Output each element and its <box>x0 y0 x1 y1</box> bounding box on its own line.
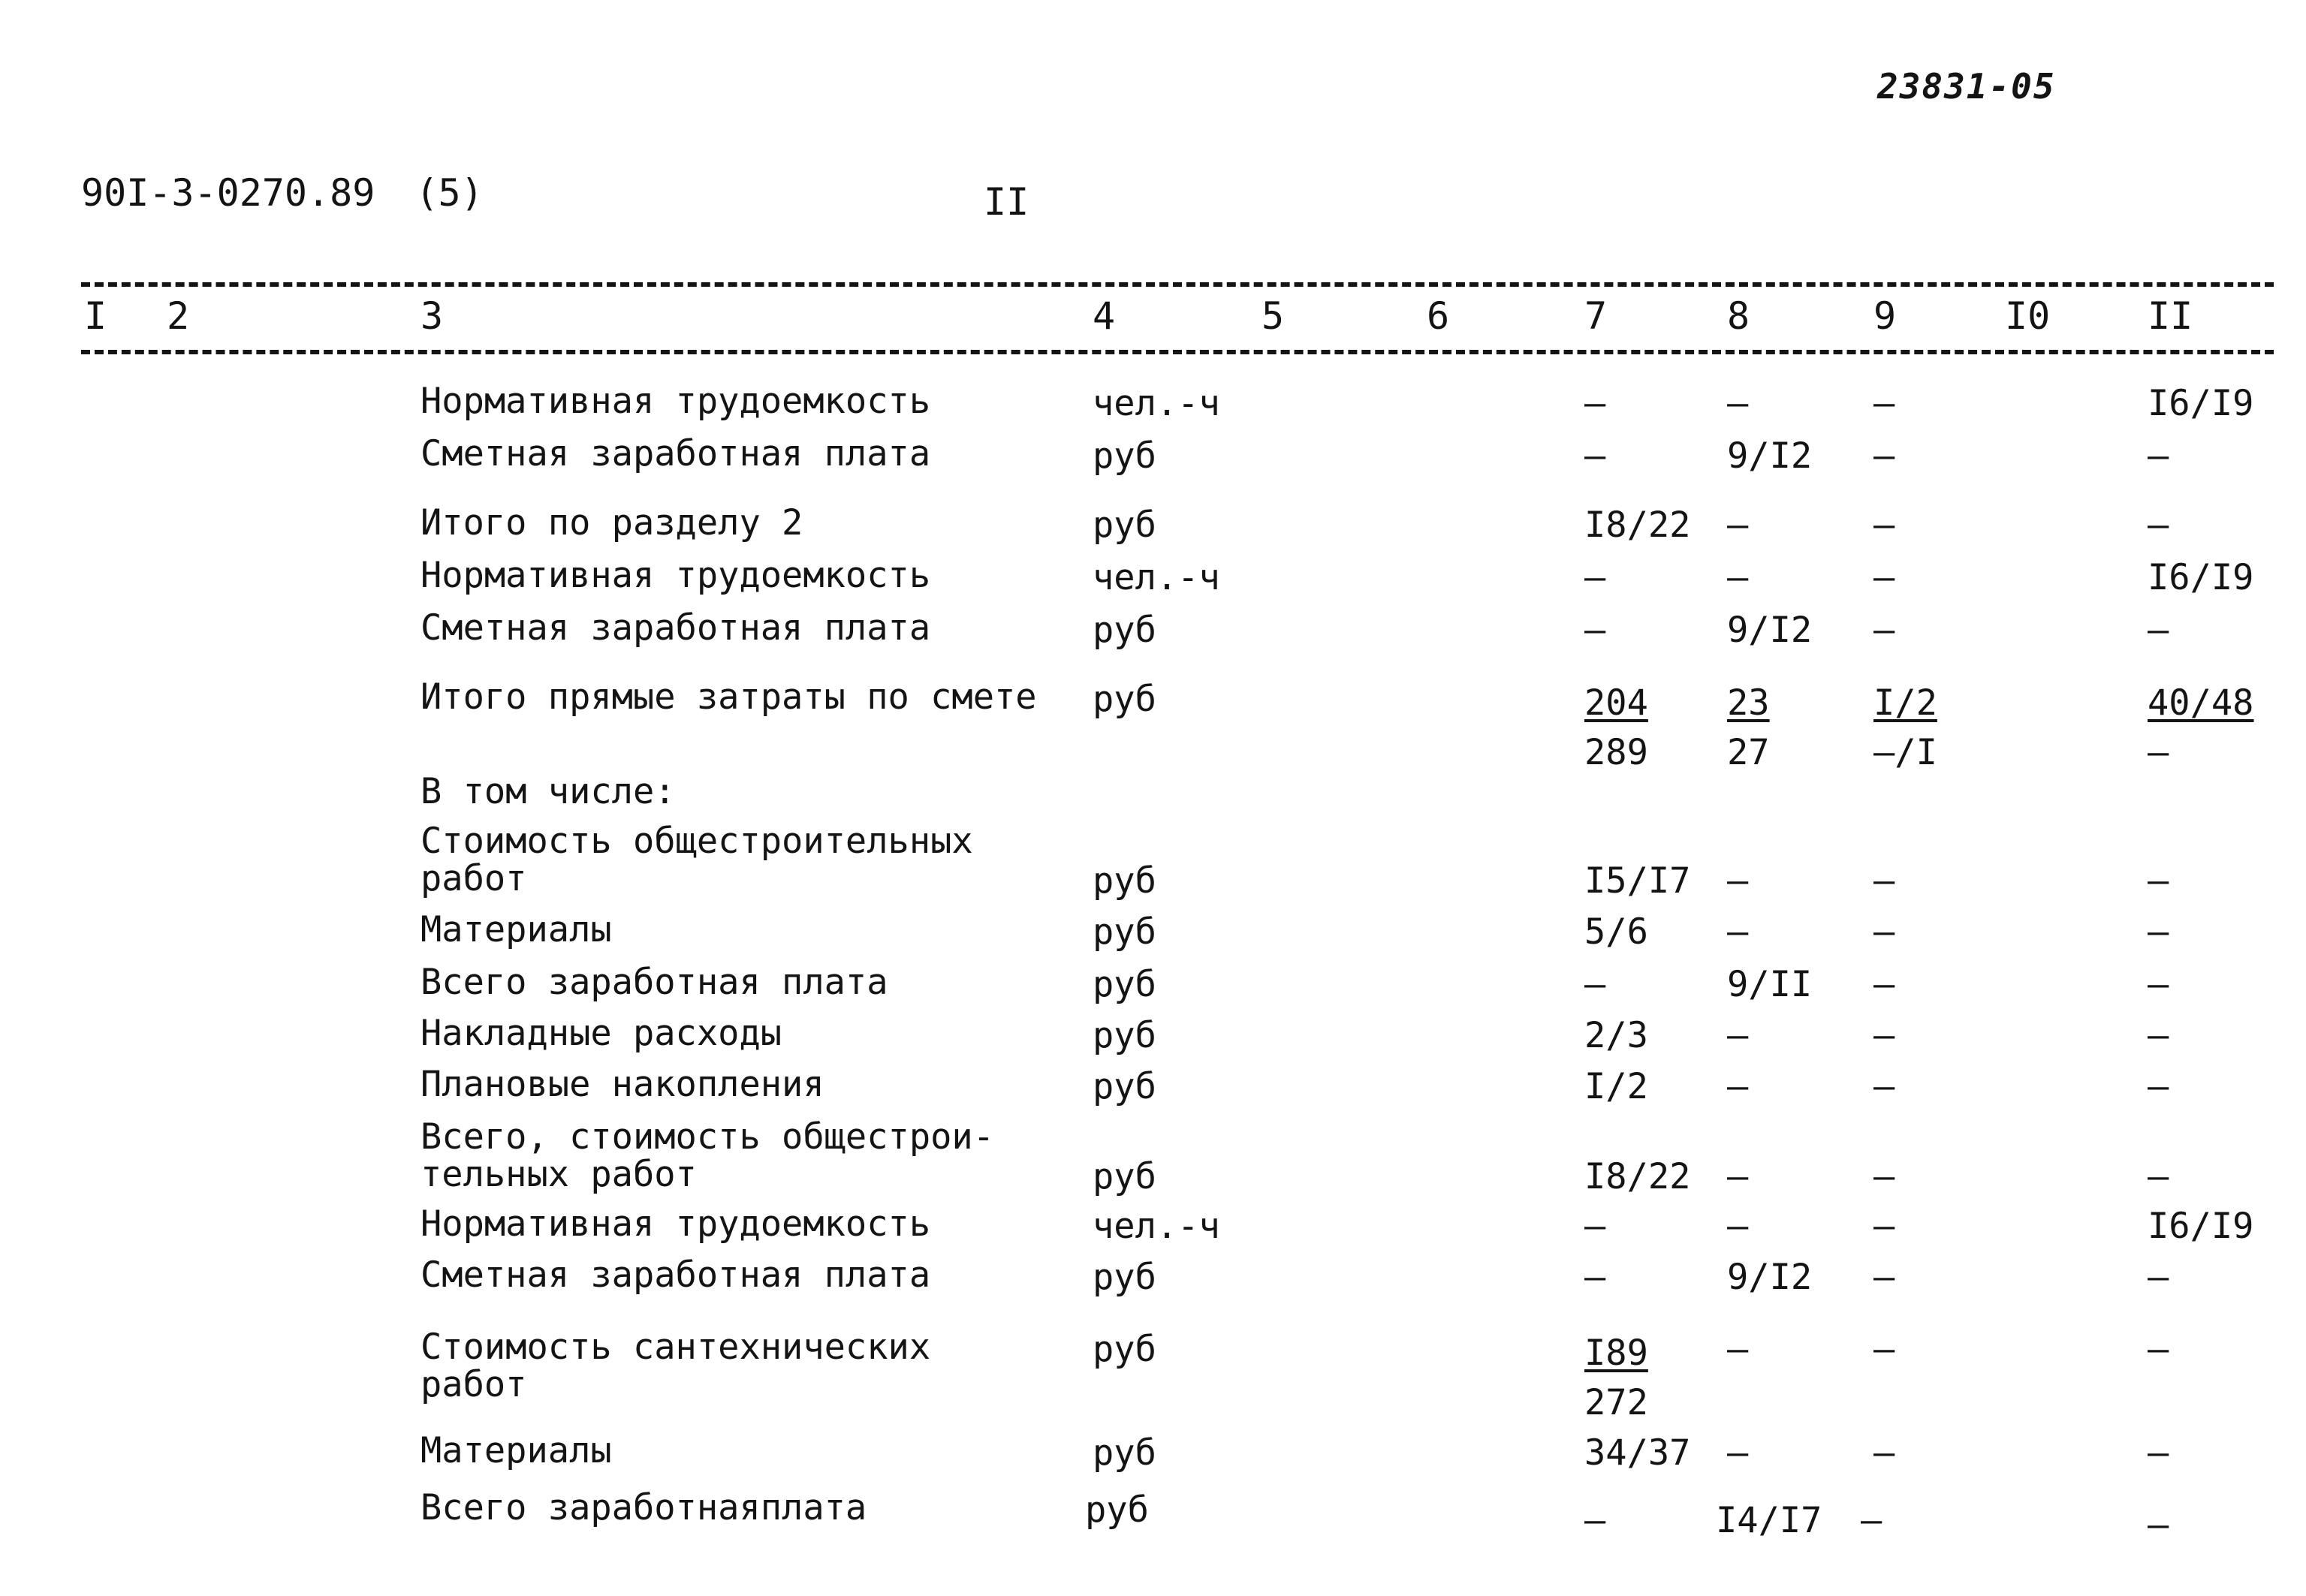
column-header-11: II <box>2148 294 2193 338</box>
row-unit: чел.-ч <box>1093 383 1220 424</box>
row-label: Материалы <box>421 909 612 950</box>
row-unit: руб <box>1093 964 1156 1005</box>
row-label: Накладные расходы <box>421 1013 782 1054</box>
cell-col8: 9/I2 <box>1727 435 1813 477</box>
cell-col8: – <box>1727 1015 1749 1056</box>
cell-col8: – <box>1727 1329 1749 1370</box>
row-label <box>421 1326 931 1405</box>
cell-col11: – <box>2148 1432 2169 1474</box>
cell-col9: – <box>1861 1500 1882 1541</box>
cell-col8: 9/I2 <box>1727 610 1813 651</box>
cell-col8: I4/I7 <box>1716 1500 1822 1541</box>
cell-col7: I8/22 <box>1584 504 1691 546</box>
cell-col7: – <box>1584 435 1606 477</box>
document-code <box>81 171 484 215</box>
column-header-4: 4 <box>1093 294 1116 338</box>
row-label-line2: тельных работ <box>421 1154 697 1195</box>
cell-col9: – <box>1873 557 1895 598</box>
cell-col9: – <box>1873 504 1895 546</box>
row-unit: руб <box>1093 1066 1156 1107</box>
cell-col8: – <box>1727 860 1749 902</box>
row-unit: руб <box>1093 1432 1156 1474</box>
fraction-numerator: I/2 <box>1873 682 1937 724</box>
cell-col9: – <box>1873 435 1895 477</box>
cell-col7: – <box>1584 557 1606 598</box>
cell-col11: – <box>2148 1257 2169 1298</box>
handwritten-note: 23831-05 <box>1877 66 2056 107</box>
cell-col9: – <box>1873 383 1895 424</box>
cell-col11-fraction <box>2148 679 2253 778</box>
cell-col8: – <box>1727 557 1749 598</box>
cell-col7: – <box>1584 964 1606 1005</box>
fraction-denominator: – <box>2148 732 2169 773</box>
cell-col8: – <box>1727 1206 1749 1247</box>
cell-col11: I6/I9 <box>2148 557 2254 598</box>
cell-col8: 9/I2 <box>1727 1257 1813 1298</box>
row-label-line2: работ <box>421 1364 527 1405</box>
column-header-10: I0 <box>2005 294 2051 338</box>
header-bottom-rule <box>81 350 2274 354</box>
cell-col8: – <box>1727 504 1749 546</box>
row-unit: руб <box>1093 911 1156 953</box>
cell-col7: I5/I7 <box>1584 860 1691 902</box>
row-unit: руб <box>1093 1329 1156 1370</box>
cell-col11: – <box>2148 911 2169 953</box>
row-label <box>421 823 973 898</box>
cell-col11: – <box>2148 610 2169 651</box>
cell-col9-fraction <box>1873 679 1937 778</box>
row-label-line2: работ <box>421 858 527 899</box>
column-header-2: 2 <box>167 294 190 338</box>
row-label: Итого по разделу 2 <box>421 502 803 544</box>
row-unit: руб <box>1093 610 1156 651</box>
cell-col11: – <box>2148 1156 2169 1197</box>
row-label: Всего заработнаяплата <box>421 1487 867 1528</box>
row-unit: чел.-ч <box>1093 1206 1220 1247</box>
cell-col11: – <box>2148 1015 2169 1056</box>
cell-col7: – <box>1584 1257 1606 1298</box>
row-label-line1: Стоимость сантехнических <box>421 1326 931 1368</box>
document-code-number: 90I-3-0270.89 <box>81 171 375 215</box>
column-header-3: 3 <box>421 294 444 338</box>
cell-col8: – <box>1727 1432 1749 1474</box>
row-label: Сметная заработная плата <box>421 1254 931 1296</box>
cell-col9: – <box>1873 1432 1895 1474</box>
row-label: Нормативная трудоемкость <box>421 1203 931 1245</box>
row-label-line1: Всего, стоимость общестрои- <box>421 1116 995 1158</box>
cell-col7: I8/22 <box>1584 1156 1691 1197</box>
cell-col8-fraction <box>1727 679 1770 778</box>
fraction-denominator: –/I <box>1873 732 1937 773</box>
row-label: Нормативная трудоемкость <box>421 381 931 422</box>
cell-col8: – <box>1727 911 1749 953</box>
cell-col11: – <box>2148 1504 2169 1546</box>
row-label-line1: Стоимость общестроительных <box>421 821 973 862</box>
fraction-numerator: 204 <box>1584 682 1648 724</box>
column-header-1: I <box>84 294 107 338</box>
cell-col11: – <box>2148 1066 2169 1107</box>
row-label: Материалы <box>421 1430 612 1471</box>
row-unit: руб <box>1093 1015 1156 1056</box>
row-unit: руб <box>1093 435 1156 477</box>
cell-col11: I6/I9 <box>2148 383 2254 424</box>
row-unit: чел.-ч <box>1093 557 1220 598</box>
cell-col7: – <box>1584 1206 1606 1247</box>
row-unit: руб <box>1093 860 1156 902</box>
fraction-denominator: 289 <box>1584 732 1648 773</box>
column-header-8: 8 <box>1727 294 1750 338</box>
cell-col9: – <box>1873 911 1895 953</box>
row-label: Нормативная трудоемкость <box>421 555 931 596</box>
cell-col11: I6/I9 <box>2148 1206 2254 1247</box>
row-label: Итого прямые затраты по смете <box>421 676 1037 718</box>
fraction-denominator: 27 <box>1727 732 1770 773</box>
cell-col9: – <box>1873 964 1895 1005</box>
document-code-suffix: (5) <box>415 171 484 215</box>
column-header-9: 9 <box>1873 294 1897 338</box>
cell-col7: 5/6 <box>1584 911 1648 953</box>
cell-col7: I/2 <box>1584 1066 1648 1107</box>
cell-col8: – <box>1727 1156 1749 1197</box>
fraction-numerator: I89 <box>1584 1333 1648 1374</box>
row-label: Сметная заработная плата <box>421 607 931 649</box>
row-label <box>421 1116 995 1195</box>
cell-col7: – <box>1584 1500 1606 1541</box>
row-label: Сметная заработная плата <box>421 433 931 474</box>
column-header-7: 7 <box>1584 294 1608 338</box>
cell-col9: – <box>1873 1206 1895 1247</box>
cell-col7: 34/37 <box>1584 1432 1691 1474</box>
fraction-numerator: 40/48 <box>2148 682 2254 724</box>
cell-col9: – <box>1873 1015 1895 1056</box>
row-unit: руб <box>1093 1156 1156 1197</box>
cell-col7-fraction <box>1584 1329 1648 1428</box>
cell-col8: – <box>1727 1066 1749 1107</box>
cell-col8: – <box>1727 383 1749 424</box>
cell-col9: – <box>1873 1066 1895 1107</box>
cell-col11: – <box>2148 964 2169 1005</box>
cell-col11: – <box>2148 1329 2169 1370</box>
cell-col11: – <box>2148 860 2169 902</box>
row-unit: руб <box>1093 504 1156 546</box>
cell-col7: – <box>1584 383 1606 424</box>
cell-col9: – <box>1873 610 1895 651</box>
cell-col7-fraction <box>1584 679 1648 778</box>
row-unit: руб <box>1085 1489 1149 1531</box>
cell-col9: – <box>1873 860 1895 902</box>
row-unit: руб <box>1093 1257 1156 1298</box>
fraction-denominator: 272 <box>1584 1382 1648 1423</box>
cell-col11: – <box>2148 435 2169 477</box>
row-label: Всего заработная плата <box>421 962 888 1003</box>
fraction-numerator: 23 <box>1727 682 1770 724</box>
row-label: Плановые накопления <box>421 1064 824 1105</box>
cell-col9: – <box>1873 1156 1895 1197</box>
cell-col7: 2/3 <box>1584 1015 1648 1056</box>
row-unit: руб <box>1093 679 1156 720</box>
column-header-5: 5 <box>1262 294 1285 338</box>
column-header-6: 6 <box>1427 294 1450 338</box>
section-label: В том числе: <box>421 771 676 812</box>
page-number: II <box>984 180 1029 224</box>
cell-col9: – <box>1873 1257 1895 1298</box>
cell-col7: – <box>1584 610 1606 651</box>
cell-col8: 9/II <box>1727 964 1813 1005</box>
cell-col11: – <box>2148 504 2169 546</box>
cell-col9: – <box>1873 1329 1895 1370</box>
header-top-rule <box>81 282 2274 287</box>
